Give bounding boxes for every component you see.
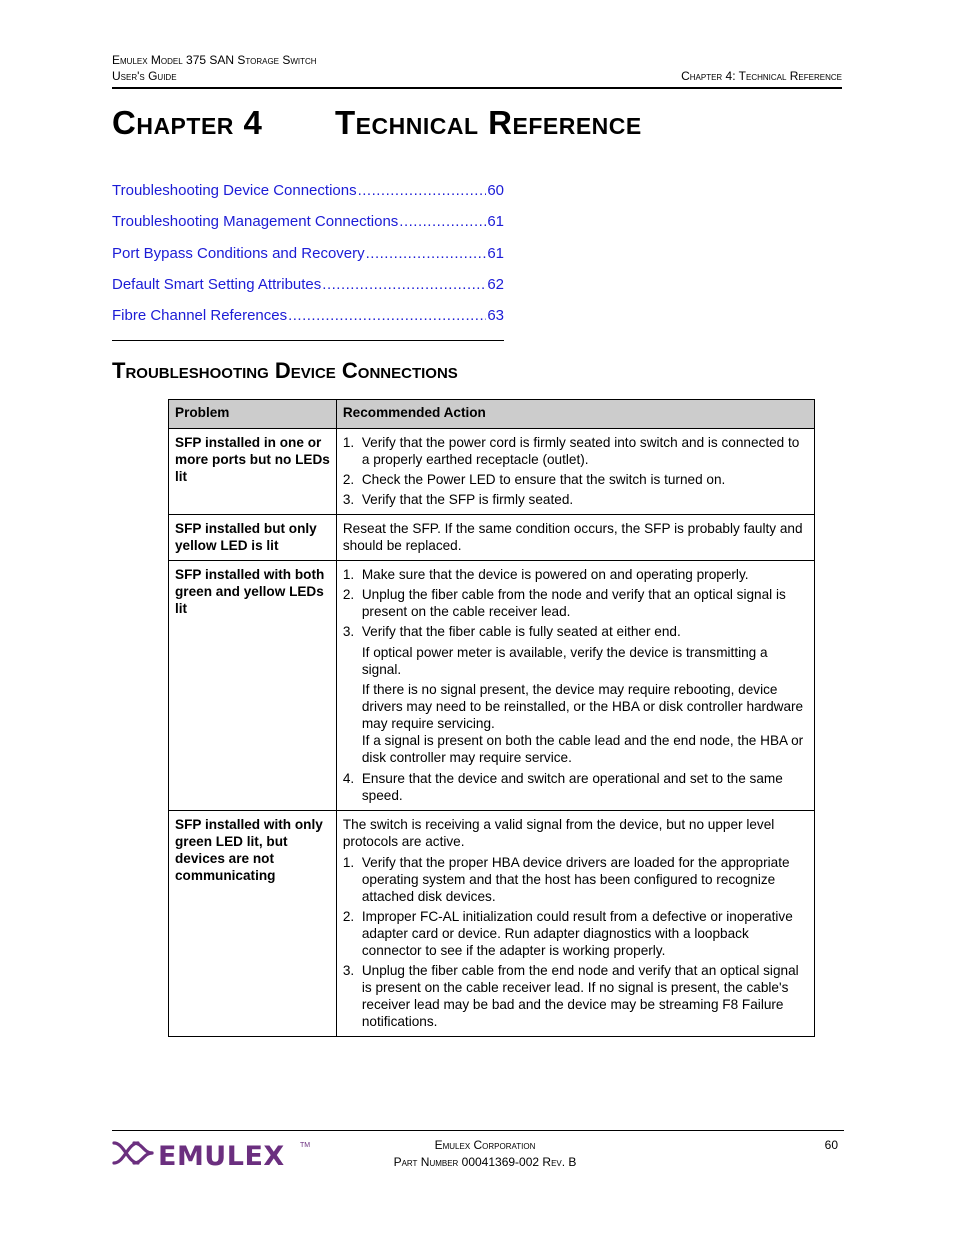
- running-header-left: [112, 52, 317, 84]
- table-header-row: [169, 400, 815, 429]
- problem-cell: SFP installed but only yellow LED is lit: [169, 515, 337, 561]
- problem-cell: SFP installed with only green LED lit, but devices are not communicating: [169, 811, 337, 1037]
- trademark-mark: TM: [300, 1142, 311, 1149]
- header-doc-title: Emulex Model 375 SAN Storage Switch: [112, 53, 317, 67]
- header-rule: [112, 87, 842, 89]
- problem-cell: SFP installed in one or more ports but no LEDs lit: [169, 429, 337, 515]
- table-row: [169, 429, 815, 515]
- toc-link[interactable]: [112, 276, 504, 307]
- action-step: 3. Verify that the fiber cable is fully seated at either end. If optical power meter is available, verify the device is transmitting a signal. If there is no signal present, the device may require rebooting, device drivers may need to be reinstalled, or the HBA or disk controller hardware may require servicing. If a signal is present on both the cable lead and the end node, the HBA or disk controller may require service.: [343, 623, 808, 766]
- header-doc-subtitle: User's Guide: [112, 69, 177, 83]
- step-text: Verify that the fiber cable is fully seated at either end.: [361, 624, 681, 639]
- toc-link-title[interactable]: Troubleshooting Device Connections: [112, 182, 357, 199]
- action-step: 2. Unplug the fiber cable from the node and verify that an optical signal is present on the cable receiver lead.: [342, 587, 786, 619]
- toc-link-title[interactable]: Troubleshooting Management Connections: [112, 213, 399, 231]
- action-step: 1. Make sure that the device is powered on and operating properly.: [342, 567, 749, 582]
- footer-center: [330, 1137, 640, 1171]
- toc-leader: [322, 276, 486, 293]
- troubleshooting-table: [168, 399, 815, 1037]
- chapter-name: Technical Reference: [335, 104, 642, 141]
- toc-link[interactable]: [112, 307, 504, 338]
- action-cell: [336, 811, 814, 1037]
- action-cell: [336, 561, 814, 811]
- running-header-right: Chapter 4: Technical Reference: [681, 69, 842, 83]
- column-header-action: Recommended Action: [336, 400, 814, 429]
- footer-part-number: Part Number 00041369-002 Rev. B: [393, 1155, 577, 1169]
- action-step: 1. Verify that the proper HBA device drivers are loaded for the appropriate operating system and that the host has been configured to recognize attached disk devices.: [342, 855, 790, 904]
- toc-link-page[interactable]: 60: [487, 182, 504, 199]
- table-row: [169, 515, 815, 561]
- toc-leader: [366, 245, 487, 262]
- toc-link-title[interactable]: Port Bypass Conditions and Recovery: [112, 244, 365, 262]
- action-step: 3. Unplug the fiber cable from the end node and verify that an optical signal is present on the cable receiver lead. If no signal is present, the cable's receiver lead may be bad and the device may be streaming F8 Failure notifications.: [342, 963, 799, 1029]
- action-steps: [343, 434, 808, 508]
- step-note: If optical power meter is available, verify the device is transmitting a signal.: [361, 645, 768, 677]
- action-step: 1. Verify that the power cord is firmly seated into switch and is connected to a properly earthed receptacle (outlet).: [342, 435, 800, 467]
- problem-cell: SFP installed with both green and yellow LEDs lit: [169, 561, 337, 811]
- action-step: 3. Verify that the SFP is firmly seated.: [342, 492, 574, 507]
- toc-link-title[interactable]: Default Smart Setting Attributes: [112, 275, 322, 293]
- action-step: 2. Check the Power LED to ensure that the switch is turned on.: [342, 472, 726, 487]
- column-header-problem: Problem: [169, 400, 337, 429]
- action-step: 4. Ensure that the device and switch are operational and set to the same speed.: [342, 771, 783, 803]
- footer-company: Emulex Corporation: [434, 1138, 536, 1152]
- action-cell: Reseat the SFP. If the same condition occurs, the SFP is probably faulty and should be replaced.: [336, 515, 814, 561]
- chapter-title: [112, 104, 642, 142]
- page-number: 60: [824, 1138, 838, 1152]
- toc-link-page[interactable]: 63: [487, 307, 504, 325]
- toc-leader: [288, 307, 486, 324]
- toc-leader: [358, 182, 487, 199]
- emulex-wordmark: EMULEX: [158, 1141, 285, 1170]
- toc-link[interactable]: [112, 245, 504, 276]
- action-step: 2. Improper FC-AL initialization could result from a defective or inoperative adapter card or device. Run adapter diagnostics with a loopback connector to see if the adapter is working properly.: [342, 909, 793, 958]
- emulex-mark-icon: [114, 1143, 152, 1163]
- chapter-toc: [112, 182, 504, 338]
- toc-link[interactable]: [112, 213, 504, 244]
- toc-link[interactable]: [112, 182, 504, 213]
- toc-link-page[interactable]: 62: [487, 275, 504, 293]
- step-note: If there is no signal present, the device may require rebooting, device drivers may need to be reinstalled, or the HBA or disk controller hardware may require servicing.: [361, 682, 804, 731]
- footer-rule: [112, 1130, 844, 1131]
- action-steps: [343, 566, 808, 804]
- toc-leader: [399, 213, 486, 230]
- toc-rule: [112, 340, 504, 341]
- table-row: [169, 561, 815, 811]
- section-heading: Troubleshooting Device Connections: [112, 358, 458, 383]
- table-row: [169, 811, 815, 1037]
- action-intro: The switch is receiving a valid signal from the device, but no upper level protocols are active.: [342, 817, 775, 849]
- toc-link-page[interactable]: 61: [487, 244, 504, 262]
- emulex-logo: [112, 1136, 312, 1170]
- action-cell: [336, 429, 814, 515]
- chapter-number: Chapter 4: [112, 104, 263, 141]
- action-steps: [343, 854, 808, 1030]
- toc-link-page[interactable]: 61: [487, 213, 504, 231]
- toc-link-title[interactable]: Fibre Channel References: [112, 307, 288, 325]
- step-note: If a signal is present on both the cable lead and the end node, the HBA or disk controller may require service.: [361, 733, 804, 765]
